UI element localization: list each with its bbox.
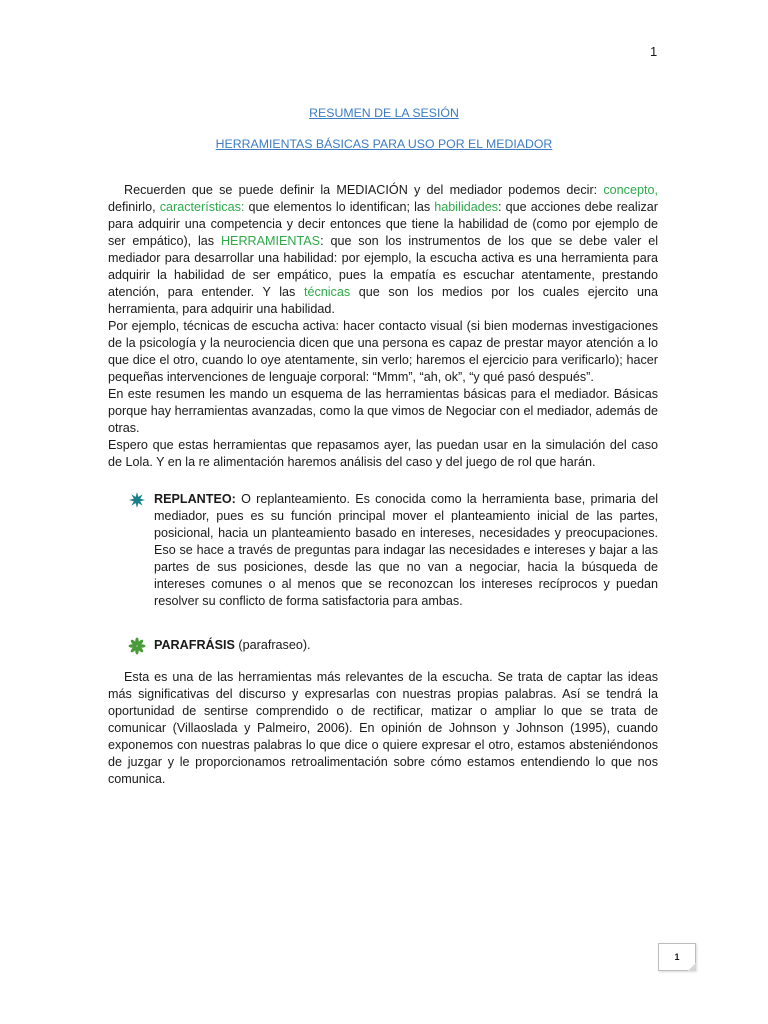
paragraph: Por ejemplo, técnicas de escucha activa: hacer contacto visual (si bien modernas investigaciones de la psicología y la neurociencia dicen que una persona es capaz de prestar mayor atención a lo que dice el otro, cuando lo oye atentamente, sin verlo; haremos el ejercicio para verificarlo); hacer pequeñas intervenciones de lenguaje corporal: “Mmm”, “ah, ok”, “y qué pasó después”. xyxy=(108,319,658,384)
intro-text: que elementos lo identifican; las xyxy=(244,200,435,214)
bullet-label: REPLANTEO: xyxy=(154,492,236,506)
paragraph: Espero que estas herramientas que repasamos ayer, las puedan usar en la simulación del caso de Lola. Y en la re alimentación haremos análisis del caso y del juego de rol que harán. xyxy=(108,438,658,469)
bullet-parafrasis xyxy=(128,637,658,654)
intro-text: : que acciones debe realizar para adquirir una competencia y decir entonces que tiene la habilidad de (como por ejemplo de ser empático), las xyxy=(108,200,658,248)
bullet-text xyxy=(154,637,658,654)
star-bullet-icon xyxy=(128,491,146,509)
keyword-tecnicas: técnicas xyxy=(303,285,351,299)
intro-section xyxy=(108,182,658,471)
footer-page-number: 1 xyxy=(658,943,696,971)
bullet-body: O replanteamiento. Es conocida como la herramienta base, primaria del mediador, pues es su función principal mover el planteamiento inicial de las partes, posicional, hacia un planteamiento basado en intereses, necesidades y preocupaciones. Eso se hace a través de preguntas para indagar las necesidades e intereses y bajar a las partes de sus posiciones, desde las que no van a negociar, hacia la búsqueda de intereses comunes o al menos que se reconozcan los intereses recíprocos y puedan resolver su conflicto de forma satisfactoria para ambas. xyxy=(154,492,658,608)
intro-text: definirlo, xyxy=(108,200,160,214)
intro-text: que son los medios por los cuales ejercito una herramienta, para adquirir una habilidad. xyxy=(108,285,658,316)
header-page-number: 1 xyxy=(650,44,658,59)
intro-text: Recuerden que se puede definir la MEDIACIÓN y del mediador podemos decir: xyxy=(124,183,604,197)
bullet-text xyxy=(154,491,658,610)
intro-text: : que son los instrumentos de los que se debe valer el mediador para desarrollar una habilidad: por ejemplo, la escucha activa es una herramienta para adquirir la habilidad de ser empático, pues la empatía es escuchar atentamente, prestando atención, para entender. Y las xyxy=(108,234,658,299)
keyword-caracteristicas: características: xyxy=(159,200,245,214)
keyword-concepto: concepto, xyxy=(603,183,658,197)
bullet-label: PARAFRÁSIS xyxy=(154,638,235,652)
keyword-habilidades: habilidades xyxy=(434,200,499,214)
paragraph: En este resumen les mando un esquema de las herramientas básicas para el mediador. Básicas porque hay herramientas avanzadas, como la que vimos de Negociar con el mediador, además de otras. xyxy=(108,387,658,435)
final-paragraph: Esta es una de las herramientas más relevantes de la escucha. Se trata de captar las ideas más significativas del discurso y expresarlas con nuestras propias palabras. Así se tendrá la oportunidad de sentirse comprendido o de rectificar, matizar o ampliar lo que se trata de comunicar (Villaoslada y Palmeiro, 2006). En opinión de Johnson y Johnson (1995), cuando exponemos con nuestras palabras lo que dice o quiere expresar el otro, estamos absteniéndonos de juzgar y le proporcionamos retroalimentación sobre cómo estamos entendiendo lo que nos comunica. xyxy=(108,670,658,786)
bullet-body: (parafraseo). xyxy=(234,638,311,652)
bullet-replanteo xyxy=(128,491,658,610)
leaf-bullet-icon xyxy=(128,637,146,655)
intro-paragraph xyxy=(108,182,658,318)
document-subtitle: HERRAMIENTAS BÁSICAS PARA USO POR EL MEDIADOR xyxy=(215,137,553,151)
final-section xyxy=(108,669,658,788)
keyword-herramientas: HERRAMIENTAS xyxy=(220,234,321,248)
document-title: RESUMEN DE LA SESIÓN xyxy=(309,106,459,120)
